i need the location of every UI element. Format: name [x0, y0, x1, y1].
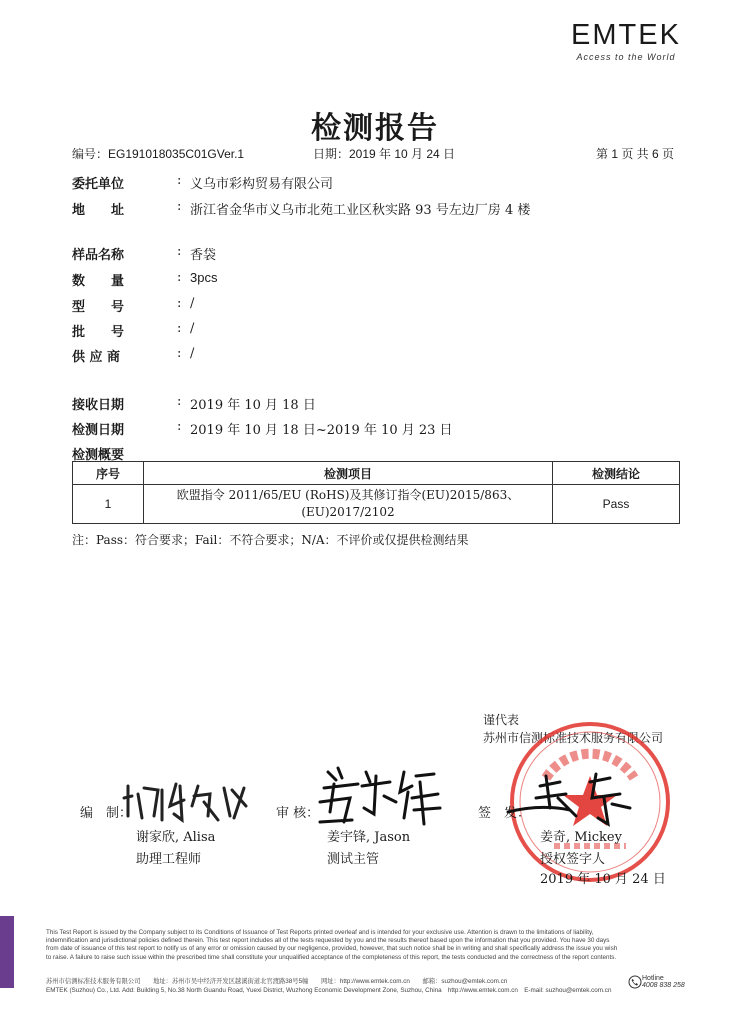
compiled-name: 谢家欣, Alisa: [136, 830, 216, 845]
reviewed-name: 姜宇锋, Jason: [327, 830, 411, 845]
colon: :: [177, 270, 182, 285]
batch-label: 批 号: [72, 325, 125, 340]
received-date-value: 2019 年 10 月 18 日: [190, 398, 316, 413]
phone-icon: [628, 975, 642, 989]
signed-name: 姜奇, Mickey: [540, 830, 622, 845]
logo-brand: EMTEK: [571, 19, 681, 51]
signed-date: 2019 年 10 月 24 日: [540, 872, 666, 887]
company-logo: [556, 20, 696, 62]
client-label: 委托单位: [72, 177, 125, 192]
column-header: 序号: [73, 462, 144, 485]
colon: :: [177, 296, 182, 311]
address-label: 地 址: [72, 203, 125, 218]
issuer-company: 苏州市信测标准技术服务有限公司: [483, 731, 664, 745]
table-row: [73, 485, 680, 524]
colon: :: [177, 321, 182, 336]
quantity-value: 3pcs: [190, 270, 218, 285]
signed-label: 签 发：: [478, 806, 531, 821]
hotline-number: 4008 838 258: [642, 982, 685, 989]
table-header-row: [73, 462, 680, 485]
report-title: 检测报告: [311, 111, 439, 146]
received-date-label: 接收日期: [72, 398, 125, 413]
footer-accent-bar: [0, 916, 14, 988]
hotline-label: Hotline: [642, 975, 664, 982]
disclaimer-line: to raise. A failure to raise such issue within the prescribed time shall constitute your unqualified acceptance of the completeness of this report, the tests conducted and the correctness of the report contents.: [46, 953, 617, 961]
address-value: 浙江省金华市义乌市北苑工业区秋实路 93 号左边厂房 4 楼: [190, 203, 531, 218]
test-item-cell: [144, 485, 553, 524]
test-date-value: 2019 年 10 月 18 日~2019 年 10 月 23 日: [190, 423, 453, 438]
colon: :: [177, 244, 182, 259]
reviewed-label: 审 核：: [276, 806, 320, 821]
colon: :: [177, 173, 182, 188]
compiled-title: 助理工程师: [136, 852, 202, 867]
compiled-signature: [118, 776, 258, 826]
footer-company-en: EMTEK (Suzhou) Co., Ltd. Add: Building 5, No.38 North Guandu Road, Yuexi District, Wuzhong Economic Development Zone, Suzhou, China http://www.emtek.com.cn E-mail: suzhou@emtek.com.cn: [46, 987, 612, 994]
reviewed-signature: [300, 762, 450, 832]
quantity-label: 数 量: [72, 274, 125, 289]
on-behalf-label: 谨代表: [483, 713, 520, 727]
signed-title: 授权签字人: [540, 852, 606, 867]
summary-heading: 检测概要: [72, 448, 125, 463]
test-date-label: 检测日期: [72, 423, 125, 438]
colon: :: [177, 346, 182, 361]
sample-name-value: 香袋: [190, 248, 217, 263]
colon: :: [177, 394, 182, 409]
supplier-value: /: [190, 346, 195, 361]
footer-company-cn: 苏州市信测标准技术服务有限公司 地址：苏州市吴中经济开发区越溪街道北官渡路38号5幢 网址：http://www.emtek.com.cn 邮箱：suzhou@emtek.com.cn: [46, 978, 508, 985]
report-number: 编号：EG191018035C01GVer.1: [72, 147, 245, 161]
disclaimer-line: from date of issuance of this test report to notify us of any error or omission caused by our negligence, provided, however, that such notice shall be in writing and shall specifically address the issue you wish: [46, 945, 618, 953]
summary-note: 注：Pass：符合要求；Fail：不符合要求；N/A：不评价或仅提供检测结果: [72, 533, 469, 547]
page-number: 第 1 页 共 6 页: [596, 147, 675, 161]
column-header: 检测项目: [144, 462, 553, 485]
footer-disclaimer: [46, 929, 700, 962]
column-header: 检测结论: [553, 462, 680, 485]
compiled-label: 编 制：: [80, 806, 133, 821]
disclaimer-line: indemnification and jurisdictional policies defined therein. This test report includes all of the tests requested by you and the results thereof based upon the information that you provided. You have 30 days: [46, 937, 610, 945]
supplier-label: 供 应 商: [72, 350, 121, 365]
sample-name-label: 样品名称: [72, 248, 125, 263]
reviewed-title: 测试主管: [327, 852, 380, 867]
client-value: 义乌市彩构贸易有限公司: [190, 177, 334, 192]
hotline: [642, 975, 712, 989]
test-item-line: (EU)2017/2102: [301, 505, 395, 519]
colon: :: [177, 419, 182, 434]
signed-signature: [500, 768, 640, 832]
model-value: /: [190, 296, 195, 311]
model-label: 型 号: [72, 300, 125, 315]
batch-value: /: [190, 321, 195, 336]
summary-table: [72, 461, 680, 524]
logo-tagline: Access to the World: [576, 52, 676, 62]
colon: :: [177, 199, 182, 214]
report-date: 日期：2019 年 10 月 24 日: [313, 147, 456, 161]
test-result: Pass: [553, 485, 680, 524]
test-item-line: 欧盟指令 2011/65/EU (RoHS)及其修订指令(EU)2015/863、: [176, 488, 520, 502]
row-number: 1: [73, 485, 144, 524]
disclaimer-line: This Test Report is issued by the Company subject to its Conditions of Issuance of Test Reports printed overleaf and is intended for your exclusive use. Attention is drawn to the limitations of liability,: [46, 929, 594, 936]
